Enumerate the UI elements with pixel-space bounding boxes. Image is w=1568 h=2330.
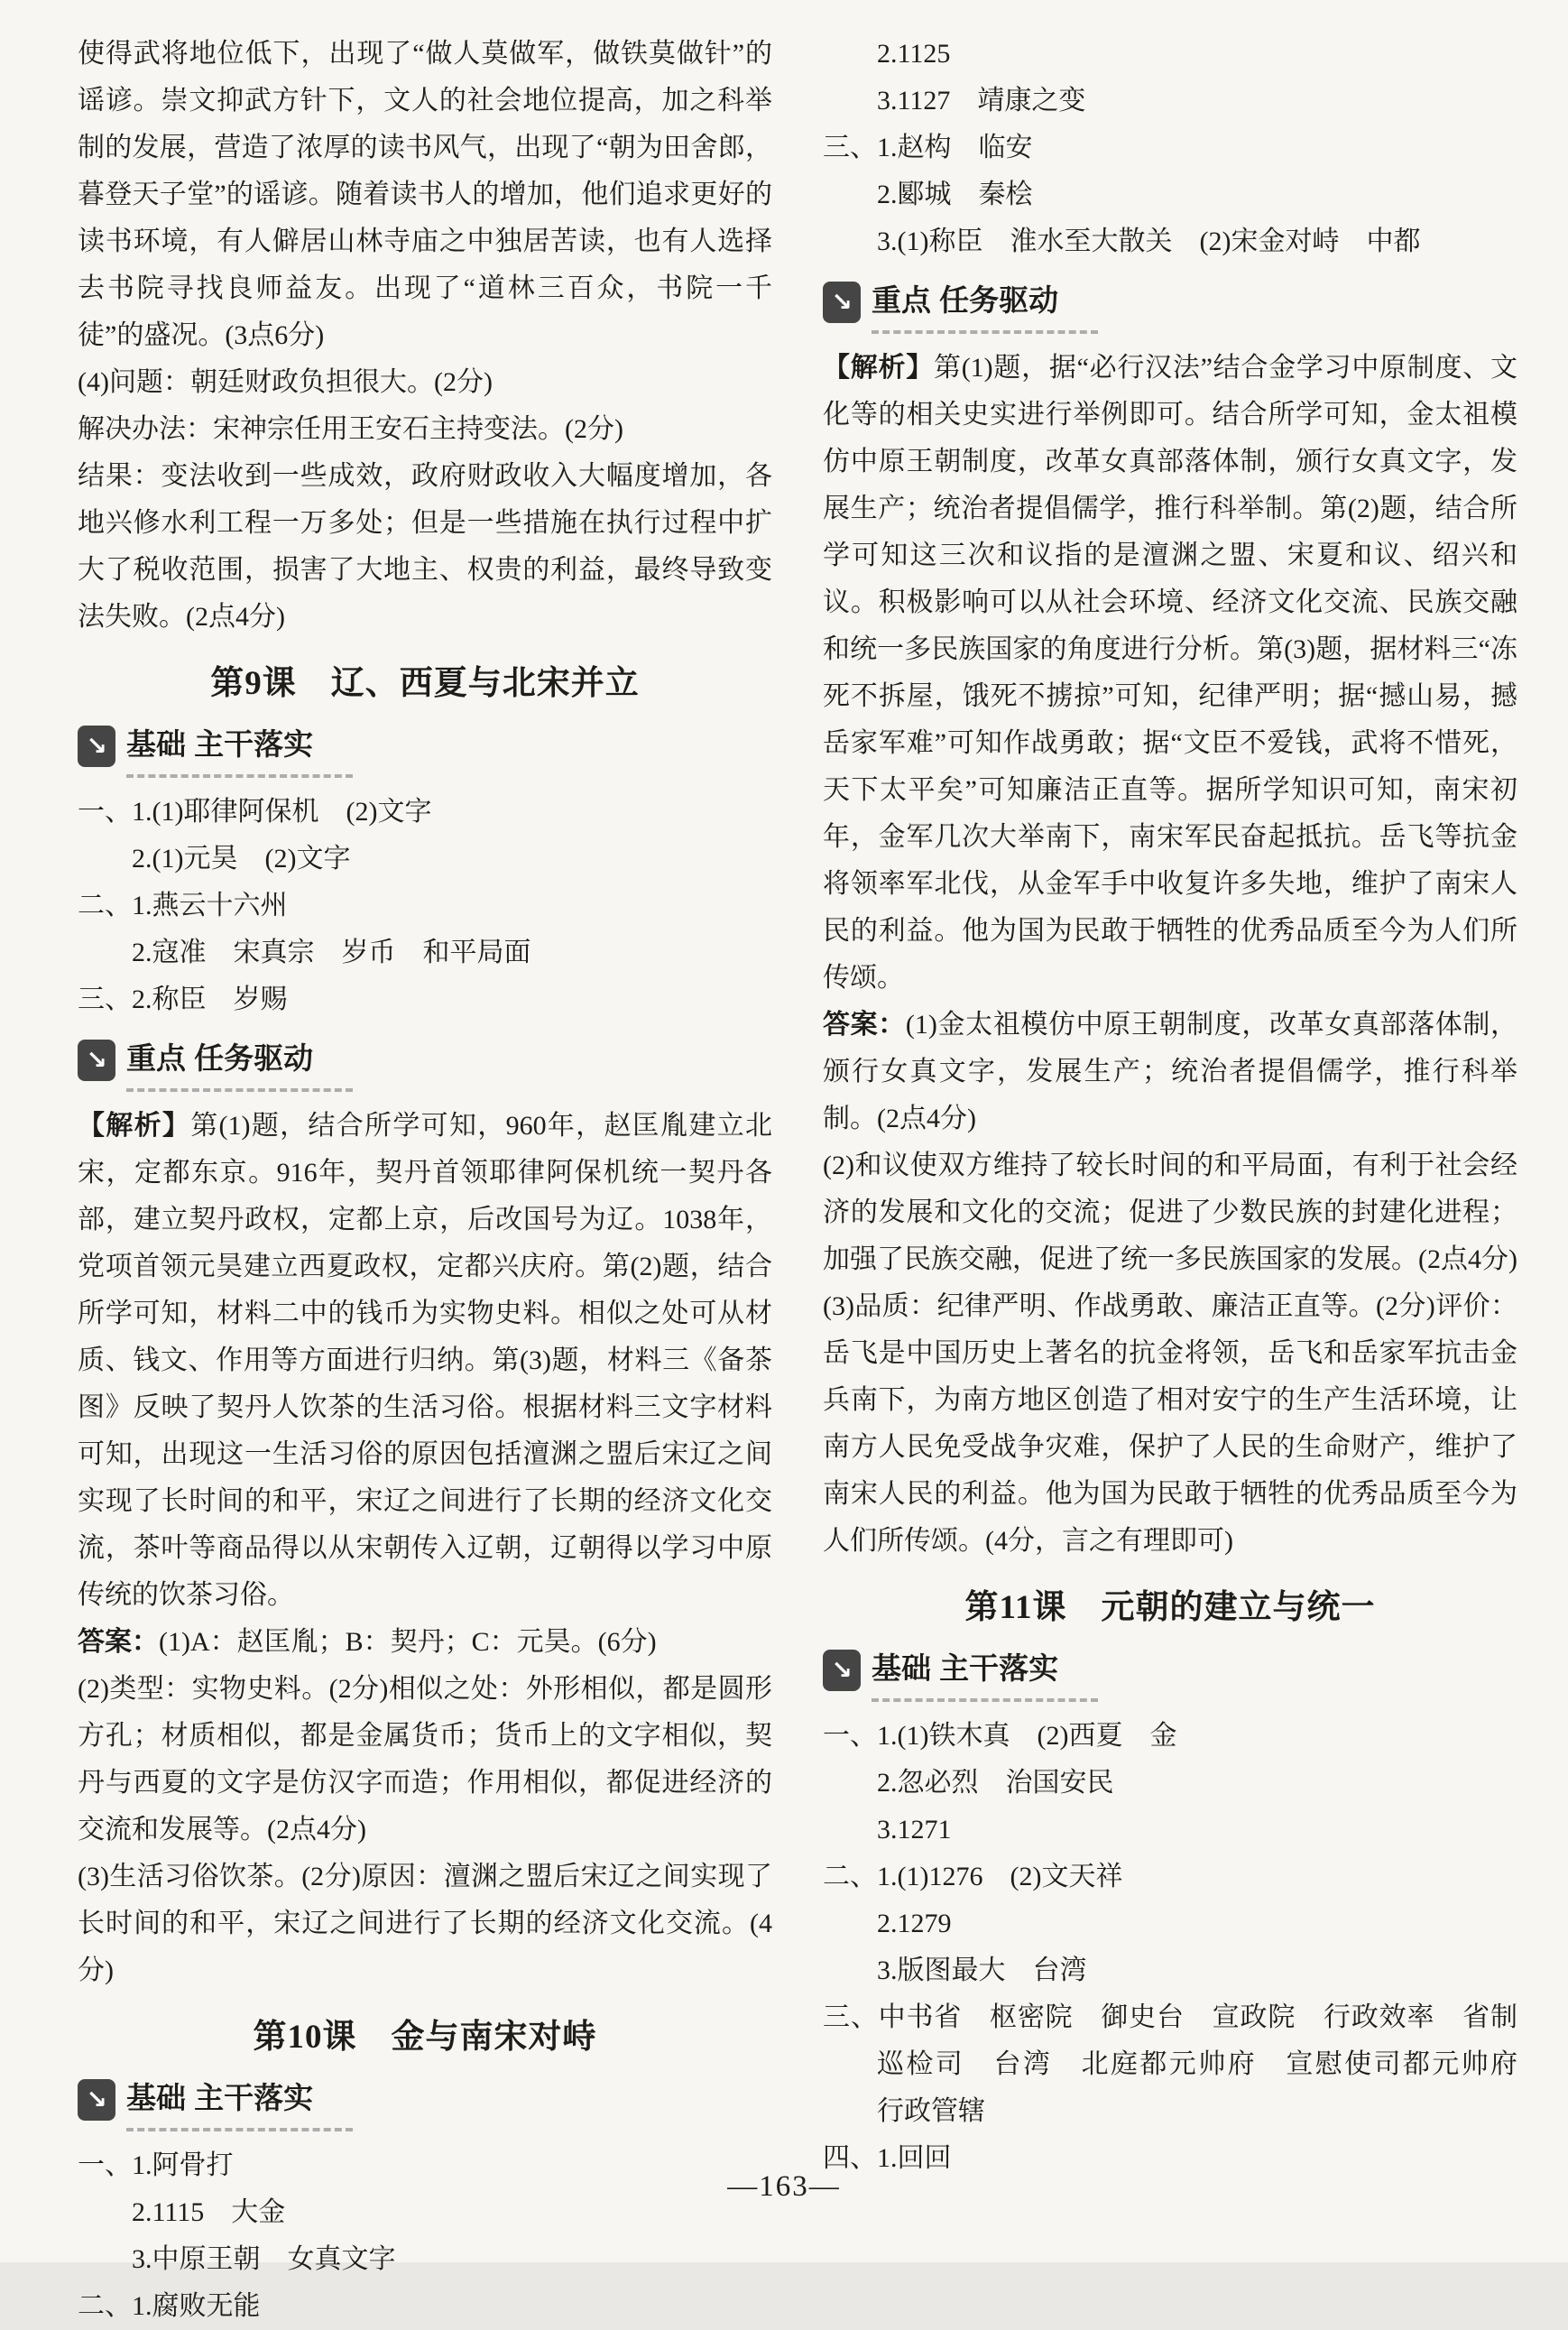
answer-item: 2.忽必烈 治国安民: [877, 1768, 1114, 1798]
lesson-header: 第9课 辽、西夏与北宋并立: [210, 665, 640, 702]
answer-item: 2.(1)元昊 (2)文字: [132, 844, 351, 874]
answer-item: 二、1.燕云十六州: [78, 891, 288, 920]
analysis-paragraph: [823, 345, 1517, 1002]
text-paragraph: (3)品质：纪律严明、作战勇敢、廉洁正直等。(2分)评价：岳飞是中国历史上著名的抗金将领，岳飞和岳家军抗击金兵南下，为南方地区创造了相对安宁的生产生活环境，让南方人民免受战争灾难，保护了人民的生命财产，维护了南宋人民的利益。他为国为民敢于牺牲的优秀品质至今为人们所传颂。(4分，言之有理即可): [823, 1291, 1517, 1556]
answer-item: 2.1125: [877, 39, 951, 69]
answer-paragraph: [78, 1619, 772, 1666]
text-paragraph: 使得武将地位低下，出现了“做人莫做军，做铁莫做针”的谣谚。崇文抑武方针下，文人的社会地位提高，加之科举制的发展，营造了浓厚的读书风气，出现了“朝为田舍郎，暮登天子堂”的谣谚。随着读书人的增加，他们追求更好的读书环境，有人僻居山林寺庙之中独居苦读，也有人选择去书院寻找良师益友。出现了“道林三百众，书院一千徒”的盛况。(3点6分): [78, 39, 772, 350]
answer-item: 3.1271: [877, 1815, 952, 1845]
paragraph-text: (1)金太祖模仿中原王朝制度，改革女真部落体制，颁行女真文字，发展生产；统治者提倡儒学，推行科举制。(2点4分): [823, 1010, 1518, 1133]
answer-item: 3.版图最大 台湾: [877, 1956, 1087, 1985]
answer-item: 3.1127 靖康之变: [877, 86, 1086, 116]
text-paragraph: (2)类型：实物史料。(2分)相似之处：外形相似，都是圆形方孔；材质相似，都是金属货币；货币上的文字相似，契丹与西夏的文字是仿汉字而造；作用相似，都促进经济的交流和发展等。(2点4分): [78, 1674, 772, 1845]
arrow-down-right-icon: ↘: [78, 1040, 115, 1081]
paragraph-label: 答案：: [823, 1010, 906, 1040]
section-badge: [78, 724, 772, 778]
lesson-header: 第10课 金与南宋对峙: [253, 2019, 597, 2056]
paragraph-text: 第(1)题，据“必行汉法”结合金学习中原制度、文化等的相关史实进行举例即可。结合所学可知，金太祖模仿中原王朝制度，改革女真部落体制，颁行女真文字，发展生产；统治者提倡儒学，推行科举制。第(2)题，结合所学可知这三次和议指的是澶渊之盟、宋夏和议、绍兴和议。积极影响可以从社会环境、经济文化交流、民族交融和统一多民族国家的角度进行分析。第(3)题，据材料三“冻死不拆屋，饿死不掳掠”可知，纪律严明；据“撼山易，撼岳家军难”可知作战勇敢；据“文臣不爱钱，武将不惜死，天下太平矣”可知廉洁正直等。据所学知识可知，南宋初年，金军几次大举南下，南宋军民奋起抵抗。岳飞等抗金将领率军北伐，从金军手中收复许多失地，维护了南宋人民的利益。他为国为民敢于牺牲的优秀品质至今为人们所传颂。: [823, 353, 1517, 993]
text-paragraph: (3)生活习俗饮茶。(2分)原因：澶渊之盟后宋辽之间实现了长时间的和平，宋辽之间进行了长期的经济文化交流。(4分): [78, 1862, 772, 1985]
analysis-paragraph: [78, 1103, 772, 1619]
arrow-down-right-icon: ↘: [78, 2079, 115, 2121]
answer-item: 一、1.阿骨打: [78, 2150, 234, 2180]
paragraph-label: 【解析】: [78, 1111, 191, 1141]
badge-label: 基础 主干落实: [126, 724, 353, 778]
paragraph-text: 第(1)题，结合所学可知，960年，赵匡胤建立北宋，定都东京。916年，契丹首领耶律阿保机统一契丹各部，建立契丹政权，定都上京，后改国号为辽。1038年，党项首领元昊建立西夏政权，定都兴庆府。第(2)题，结合所学可知，材料二中的钱币为实物史料。相似之处可从材质、钱文、作用等方面进行归纳。第(3)题，材料三《备茶图》反映了契丹人饮茶的生活习俗。根据材料三文字材料可知，出现这一生活习俗的原因包括澶渊之盟后宋辽之间实现了长时间的和平，宋辽之间进行了长期的经济文化交流，茶叶等商品得以从宋朝传入辽朝，辽朝得以学习中原传统的饮茶习俗。: [78, 1111, 773, 1610]
answer-item: 三、1.赵构 临安: [823, 133, 1033, 162]
left-column: [78, 31, 772, 2330]
text-paragraph: 结果：变法收到一些成效，政府财政收入大幅度增加，各地兴修水利工程一万多处；但是一些措施在执行过程中扩大了税收范围，损害了大地主、权贵的利益，最终导致变法失败。(2点4分): [78, 461, 772, 632]
answer-item: 三、中书省 枢密院 御史台 宣政院 行政效率 省制 巡检司 台湾 北庭都元帅府 宣慰使司都元帅府 行政管辖: [823, 2002, 1545, 2126]
section-badge: [78, 2077, 772, 2131]
answer-item: 二、1.(1)1276 (2)文天祥: [823, 1862, 1123, 1891]
answer-item: 一、1.(1)铁木真 (2)西夏 金: [823, 1721, 1177, 1751]
answer-item: 3.(1)称臣 淮水至大散关 (2)宋金对峙 中都: [877, 227, 1421, 256]
answer-item: 2.1115 大金: [132, 2197, 286, 2227]
answer-item: 一、1.(1)耶律阿保机 (2)文字: [78, 797, 432, 827]
badge-label: 重点 任务驱动: [126, 1038, 353, 1092]
page-number: —163—: [727, 2170, 841, 2203]
section-badge: [823, 280, 1517, 334]
answer-item: 四、1.回回: [823, 2143, 952, 2173]
lesson-header: 第11课 元朝的建立与统一: [964, 1589, 1376, 1626]
answer-item: 二、1.腐败无能: [78, 2291, 261, 2321]
paragraph-label: 【解析】: [823, 353, 934, 383]
right-column: [823, 31, 1545, 2330]
arrow-down-right-icon: ↘: [78, 726, 115, 767]
answer-item: 2.1279: [877, 1909, 952, 1938]
text-paragraph: 解决办法：宋神宗任用王安石主持变法。(2分): [78, 414, 623, 444]
section-badge: [78, 1038, 772, 1092]
section-badge: [823, 1648, 1517, 1702]
answer-item: 2.郾城 秦桧: [877, 180, 1033, 209]
paragraph-text: (1)A：赵匡胤；B：契丹；C：元昊。(6分): [159, 1627, 657, 1657]
arrow-down-right-icon: ↘: [823, 1650, 861, 1691]
arrow-down-right-icon: ↘: [823, 282, 861, 323]
paragraph-label: 答案：: [78, 1627, 159, 1657]
text-paragraph: (2)和议使双方维持了较长时间的和平局面，有利于社会经济的发展和文化的交流；促进了少数民族的封建化进程；加强了民族交融，促进了统一多民族国家的发展。(2点4分): [823, 1151, 1517, 1274]
badge-label: 重点 任务驱动: [872, 280, 1098, 334]
badge-label: 基础 主干落实: [126, 2077, 353, 2131]
answer-item: 3.中原王朝 女真文字: [132, 2244, 396, 2274]
badge-label: 基础 主干落实: [872, 1648, 1098, 1702]
text-paragraph: (4)问题：朝廷财政负担很大。(2分): [78, 367, 493, 397]
answer-item: 三、2.称臣 岁赐: [78, 985, 288, 1014]
answer-item: 2.寇准 宋真宗 岁币 和平局面: [132, 938, 531, 967]
answer-paragraph: [823, 1002, 1517, 1142]
